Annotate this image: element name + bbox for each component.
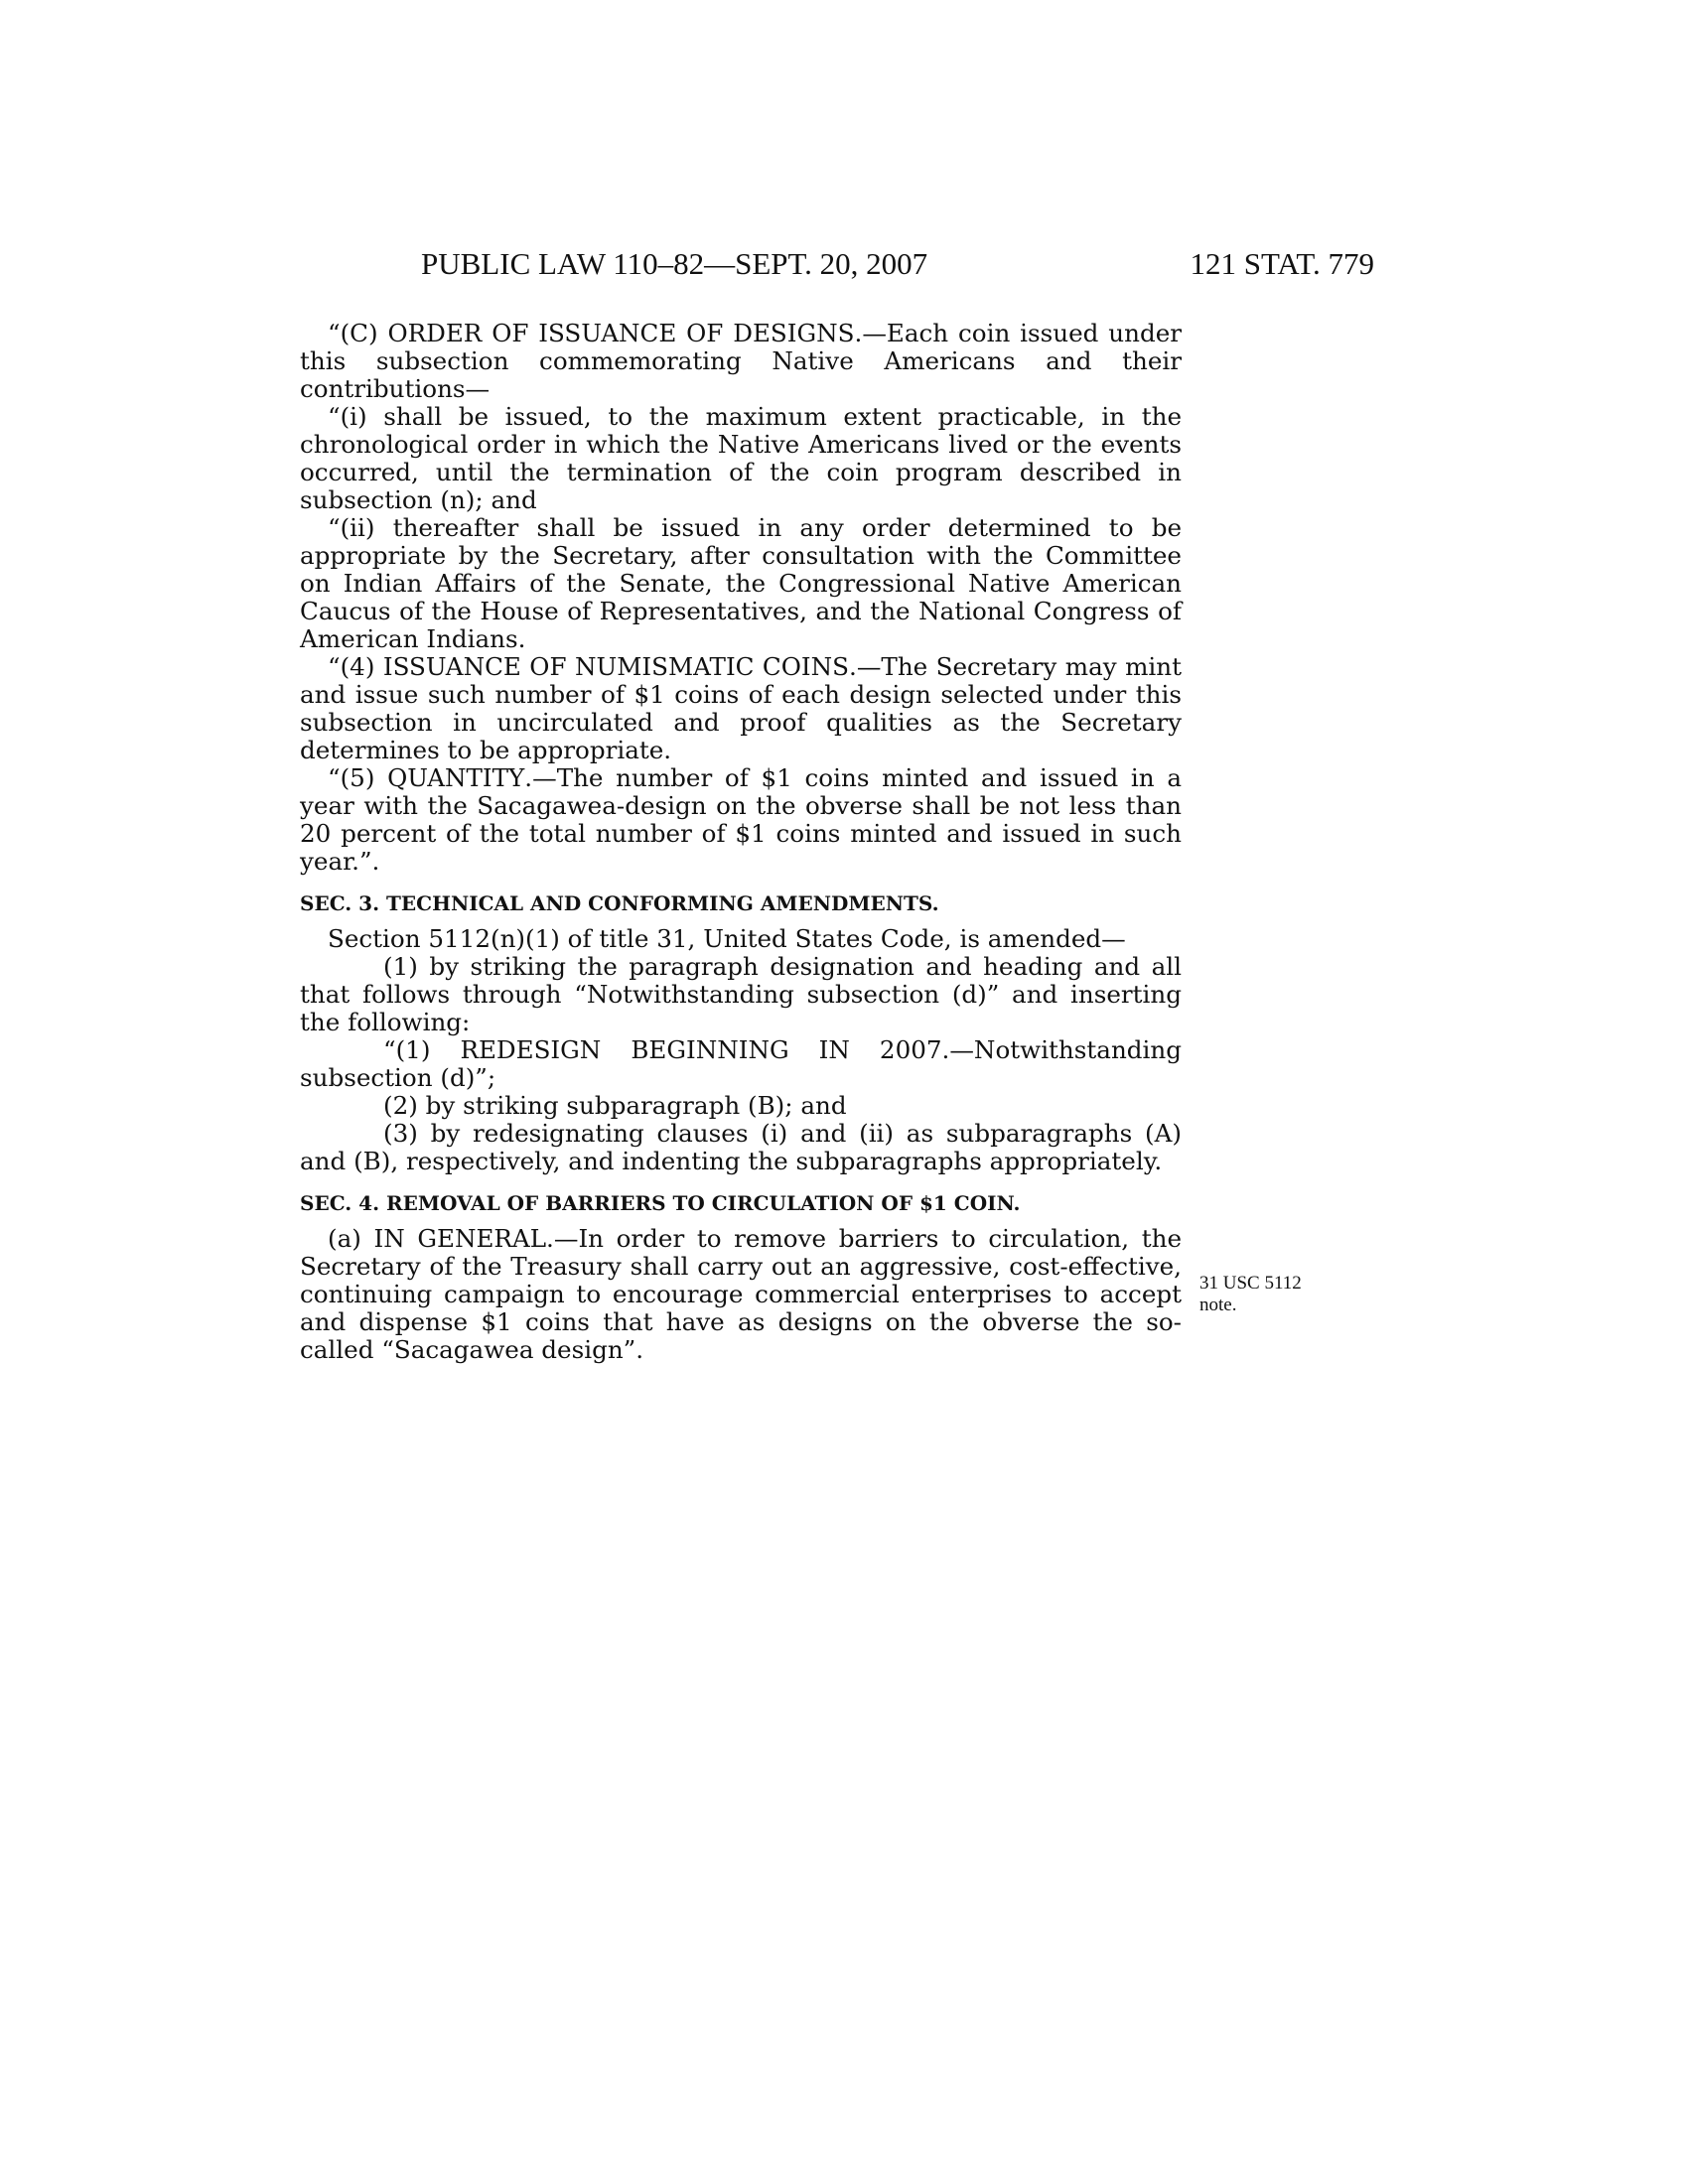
margin-note-suffix: note. [1199, 1295, 1237, 1315]
header-public-law: PUBLIC LAW 110–82—SEPT. 20, 2007 [421, 246, 928, 281]
subsection-a-label: (a) [328, 1224, 374, 1253]
paragraph-5 [300, 764, 1182, 876]
section-4-heading: SEC. 4. REMOVAL OF BARRIERS TO CIRCULATION OF $1 COIN. [300, 1191, 1021, 1215]
paragraph-5-heading: QUANTITY [387, 763, 525, 792]
section-3-item-3: (3) by redesignating clauses (i) and (ii) as subparagraphs (A) and (B), respectively, and indenting the subparagraphs appropriately. [300, 1119, 1182, 1175]
quoted-label: “(1) [383, 1035, 461, 1064]
body-text [300, 320, 1182, 1364]
quoted-heading: REDESIGN BEGINNING IN 2007 [460, 1035, 942, 1064]
paragraph-5-label: “(5) [328, 763, 388, 792]
margin-note [1199, 1273, 1348, 1316]
section-3-heading: SEC. 3. TECHNICAL AND CONFORMING AMENDMENTS. [300, 891, 939, 915]
paragraph-5-text: .—The number of $1 coins minted and issued in a year with the Sacagawea-design on the obverse shall be not less than 20 percent of the total number of $1 coins minted and issued in such year.”. [300, 763, 1182, 876]
paragraph-4 [300, 653, 1182, 764]
section-3-quoted-text [300, 1036, 1182, 1092]
subparagraph-c [300, 320, 1182, 403]
quoted-text: .—Notwithstanding subsection (d)”; [300, 1035, 1182, 1092]
subparagraph-c-heading: ORDER OF ISSUANCE OF DESIGNS [387, 319, 855, 347]
paragraph-4-text: .—The Secretary may mint and issue such number of $1 coins of each design selected under this subsection in uncirculated and proof qualities as the Secretary determines to be appropriate. [300, 652, 1182, 764]
clause-ii: “(ii) thereafter shall be issued in any order determined to be appropriate by the Secretary, after consultation with the Committee on Indian Affairs of the Senate, the Congressional Native American Caucus of the House of Representatives, and the National Congress of American Indians. [300, 513, 1182, 653]
subsection-a-text: .—In order to remove barriers to circulation, the Secretary of the Treasury shall carry out an aggressive, cost-effective, continuing campaign to encourage commercial enterprises to accept and dispense $1 coins that have as designs on the obverse the so-called “Sacagawea design”. [300, 1224, 1182, 1364]
section-4-subsection-a [300, 1225, 1182, 1364]
section-3-intro: Section 5112(n)(1) of title 31, United States Code, is amended— [328, 924, 1126, 953]
clause-i: “(i) shall be issued, to the maximum extent practicable, in the chronological order in which the Native Americans lived or the events occurred, until the termination of the coin program described in subsection (n); and [300, 402, 1182, 514]
running-header [421, 244, 1374, 284]
subsection-a-heading: IN GENERAL [373, 1224, 547, 1253]
subparagraph-c-text: .—Each coin issued under this subsection commemorating Native Americans and their contributions— [300, 319, 1183, 403]
subparagraph-c-label: “(C) [328, 319, 388, 347]
paragraph-4-heading: ISSUANCE OF NUMISMATIC COINS [382, 652, 849, 681]
section-3-item-1: (1) by striking the paragraph designation and heading and all that follows through “Notwithstanding subsection (d)” and inserting the following: [300, 952, 1182, 1036]
margin-note-citation: 31 USC 5112 [1199, 1273, 1302, 1294]
section-3-item-2: (2) by striking subparagraph (B); and [383, 1091, 847, 1120]
header-stat-page: 121 STAT. 779 [1190, 246, 1374, 281]
paragraph-4-label: “(4) [328, 652, 383, 681]
